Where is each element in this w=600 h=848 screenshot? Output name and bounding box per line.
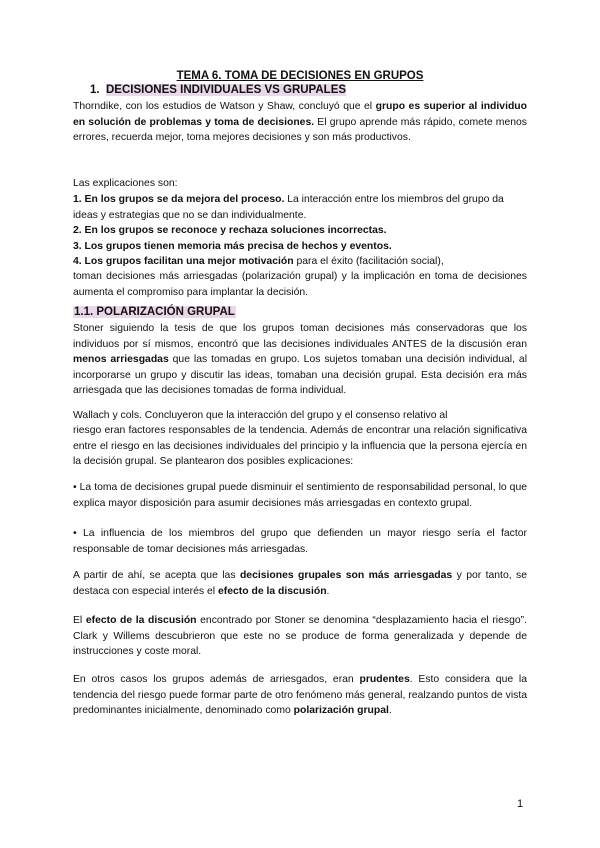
explicaciones-label: Las explicaciones son: bbox=[73, 178, 178, 189]
efecto-text-a: El bbox=[73, 615, 86, 626]
otros-text-bold-1: prudentes bbox=[359, 674, 410, 685]
bullet-item: • La influencia de los miembros del grupo que defienden un mayor riesgo sería el factor responsable de tomar decisiones más arriesgadas. bbox=[73, 528, 527, 555]
reason-3-bold: 3. Los grupos tienen memoria más precisa de hechos y eventos. bbox=[73, 241, 392, 252]
bullet-item: • La toma de decisiones grupal puede disminuir el sentimiento de responsabilidad personal, lo que explica mayor disposición para asumir decisiones más arriesgadas en contexto grupal. bbox=[73, 482, 527, 509]
reason-1-text: La interacción entre los miembros del grupo da ideas y estrategias que no se dan individualmente. bbox=[73, 194, 504, 221]
efecto-paragraph bbox=[73, 613, 527, 660]
stoner-paragraph bbox=[73, 321, 527, 399]
otros-text-a: En otros casos los grupos además de arriesgados, eran bbox=[73, 674, 360, 685]
section-1-number: 1. bbox=[90, 84, 100, 96]
intro-text-c: El grupo aprende más rápido, comete menos errores, recuerda mejor, toma mejores decisiones y son más productivos. bbox=[73, 116, 527, 144]
apartir-text-c: y por tanto, se destaca con especial interés el bbox=[73, 570, 527, 597]
apartir-text-bold-1: decisiones grupales son más arriesgadas bbox=[239, 570, 453, 581]
page-number: 1 bbox=[517, 798, 524, 810]
otros-paragraph bbox=[73, 672, 527, 719]
intro-paragraph bbox=[73, 99, 527, 146]
apartir-text-a: A partir de ahí, se acepta que las bbox=[73, 570, 240, 581]
otros-text-bold-2: polarización grupal bbox=[293, 705, 389, 717]
reason-1-bold: 1. En los grupos se da mejora del proceso. bbox=[73, 194, 285, 205]
intro-text-bold: grupo es superior al individuo en solución de problemas y toma de decisiones. bbox=[73, 101, 527, 128]
reason-3 bbox=[73, 239, 527, 255]
reason-2-bold: 2. En los grupos se reconoce y rechaza soluciones incorrectas. bbox=[73, 225, 387, 236]
reason-4-text: para el éxito (facilitación social), bbox=[293, 256, 444, 267]
reason-1 bbox=[73, 192, 527, 223]
intro-text-a: Thorndike, con los estudios de Watson y Shaw, concluyó que el bbox=[73, 101, 376, 112]
apartir-text-bold-2: efecto de la discusión bbox=[217, 585, 327, 597]
apartir-paragraph bbox=[73, 568, 527, 599]
wallach-line-1: Wallach y cols. Concluyeron que la interacción del grupo y el consenso relativo al bbox=[73, 410, 448, 421]
otros-text-e: . bbox=[388, 705, 392, 717]
efecto-text-bold: efecto de la discusión bbox=[85, 615, 197, 626]
section-1-1-heading: 1.1. POLARIZACIÓN GRUPAL bbox=[74, 306, 235, 318]
otros-text-c: . Esto considera que la tendencia del riesgo puede formar parte de otro fenómeno más general, realzando puntos de vista predominantes inicialmente, denominado como bbox=[73, 674, 527, 717]
reason-2 bbox=[73, 223, 527, 239]
section-1-title: DECISIONES INDIVIDUALES VS GRUPALES bbox=[106, 84, 347, 96]
reason-4-bold: 4. Los grupos facilitan una mejor motivación bbox=[73, 256, 294, 267]
reason-4-continuation: toman decisiones más arriesgadas (polarización grupal) y la implicación en toma de decisiones aumenta el compromiso para implantar la decisión. bbox=[73, 271, 527, 298]
stoner-text-c: que las tomadas en grupo. Los sujetos tomaban una decisión individual, al incorporarse un grupo y discutir las ideas, tomaban una decisión grupal. Esta decisión era más arriesgada que las decisiones tomadas de forma individual. bbox=[73, 354, 527, 397]
efecto-text-c: encontrado por Stoner se denomina “desplazamiento hacia el riesgo”. Clark y Willems descubrieron que este no se produce de forma generalizada y depende de instrucciones y coste moral. bbox=[73, 615, 527, 658]
stoner-text-bold: menos arriesgadas bbox=[73, 354, 169, 366]
wallach-paragraph: riesgo eran factores responsables de la tendencia. Además de encontrar una relación significativa entre el riesgo en las decisiones individuales del principio y la influencia que la persona ejercía en la decisión grupal. Se plantearon dos posibles explicaciones: bbox=[73, 425, 527, 468]
document-title: TEMA 6. TOMA DE DECISIONES EN GRUPOS bbox=[176, 70, 424, 82]
stoner-text-a: Stoner siguiendo la tesis de que los grupos toman decisiones más conservadoras que los individuos por sí mismos, encontró que las decisiones individuales ANTES de la discusión eran bbox=[73, 323, 527, 350]
apartir-text-e: . bbox=[326, 585, 330, 597]
reason-4 bbox=[73, 254, 527, 270]
section-1-heading bbox=[90, 84, 346, 96]
